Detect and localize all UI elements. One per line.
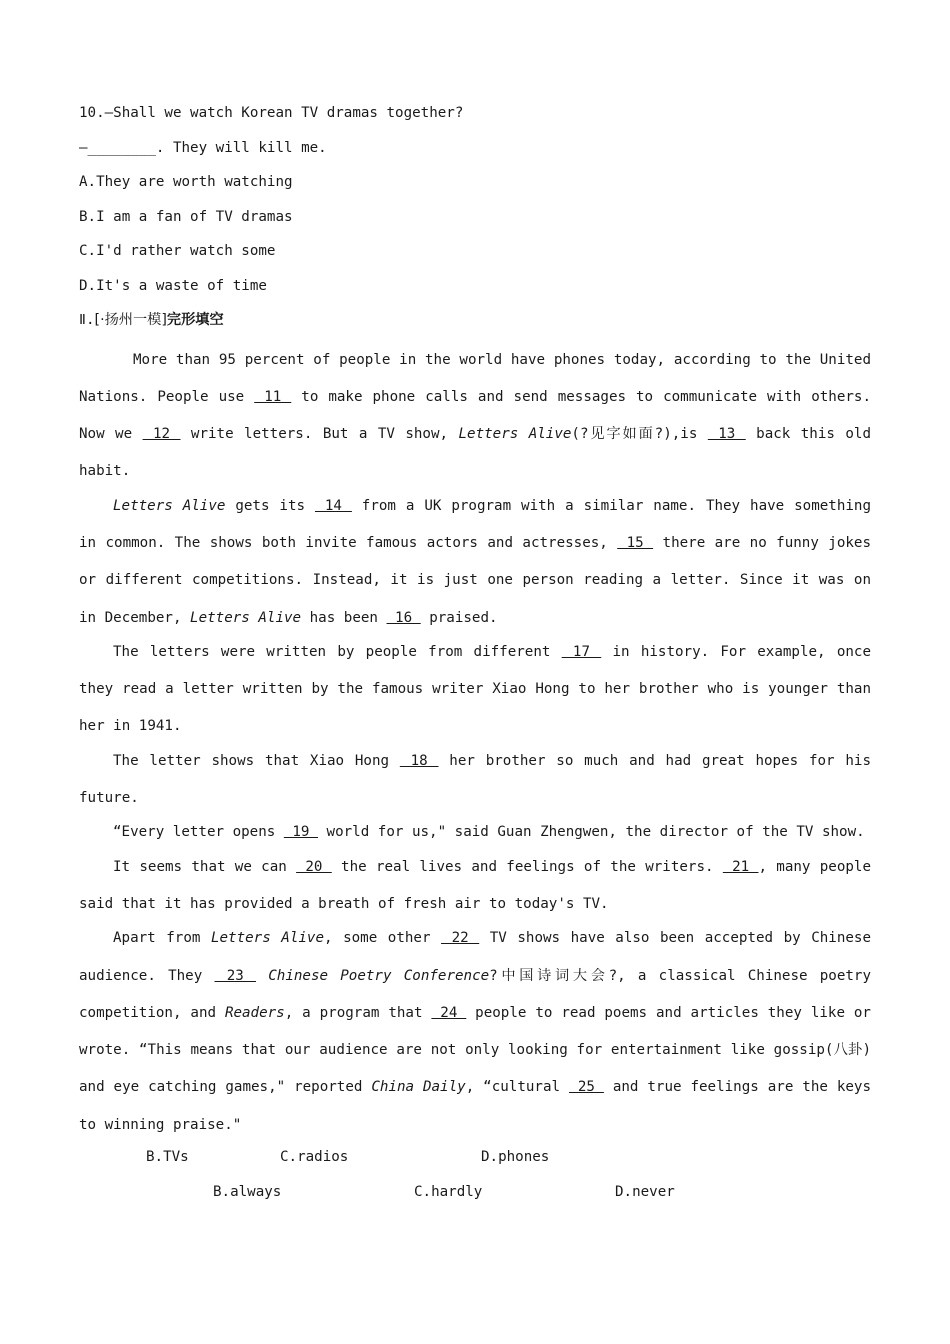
blank-15: 15 xyxy=(617,534,654,551)
option-c: C.hardly xyxy=(414,1183,483,1200)
blank-18: 18 xyxy=(399,752,439,769)
blank-20: 20 xyxy=(296,858,332,875)
show-title: Letters Alive xyxy=(458,426,572,443)
section-source: [·扬州一模] xyxy=(94,312,167,328)
blank-25: 25 xyxy=(568,1079,604,1096)
answer-options-row-2 xyxy=(79,1179,871,1214)
blank-11: 11 xyxy=(254,388,292,405)
show-title: Letters Alive xyxy=(210,930,324,947)
paragraph-1: More than 95 percent of people in the world have phones today, according to the United Nations. People use 11 to make phone calls and send messages to communicate with others. Now we 12 write letters. But a TV show, Letters Alive(?见字如面?),is 13 back this old habit. xyxy=(79,351,872,480)
blank-16: 16 xyxy=(386,609,421,626)
paragraph-3: The letters were written by people from different 17 in history. For example, once they read a letter written by the famous writer Xiao Hong to her brother who is younger than her in 1941. xyxy=(79,643,871,735)
section-title: 完形填空 xyxy=(166,312,224,328)
newspaper-title: China Daily xyxy=(371,1079,466,1096)
blank-13: 13 xyxy=(707,426,746,443)
option-d: D.never xyxy=(615,1183,675,1200)
paragraph-2: Letters Alive gets its 14 from a UK program with a similar name. They have something in common. The shows both invite famous actors and actresses, 15 there are no funny jokes or different competitions. Instead, it is just one person reading a letter. Since it was on in December, Letters Alive has been 16 praised. xyxy=(79,497,871,626)
show-title: Letters Alive xyxy=(113,497,226,514)
option-d: D.phones xyxy=(481,1149,550,1166)
section-heading xyxy=(79,307,871,342)
option-c: C.radios xyxy=(280,1149,349,1166)
answer-options-row-1 xyxy=(79,1144,871,1179)
paragraph-4: The letter shows that Xiao Hong 18 her brother so much and had great hopes for his future. xyxy=(79,752,871,807)
blank-22: 22 xyxy=(441,930,480,947)
option-d: D.It's a waste of time xyxy=(79,277,267,294)
show-title: Readers xyxy=(224,1004,285,1021)
option-c: C.I'd rather watch some xyxy=(79,243,276,259)
blank-24: 24 xyxy=(431,1004,467,1021)
blank-12: 12 xyxy=(142,426,181,443)
option-b: B.always xyxy=(213,1183,282,1200)
question-10: 10.—Shall we watch Korean TV dramas together? xyxy=(79,105,464,121)
section-number: Ⅱ. xyxy=(79,312,95,328)
show-title: Chinese Poetry Conference xyxy=(268,967,490,984)
dash: — xyxy=(79,139,88,156)
answer-text: . They will kill me. xyxy=(155,139,327,156)
option-b: B.TVs xyxy=(146,1149,189,1166)
blank-14: 14 xyxy=(314,497,352,514)
question-10-answer xyxy=(79,135,871,170)
blank-21: 21 xyxy=(722,858,759,875)
option-a: A.They are worth watching xyxy=(79,174,293,190)
answer-blank: ________ xyxy=(87,139,156,156)
worksheet-page xyxy=(79,100,871,1213)
blank-19: 19 xyxy=(283,824,319,841)
paragraph-7: Apart from Letters Alive, some other 22 TV shows have also been accepted by Chinese audience. They 23 Chinese Poetry Conference?中国诗词大会?, a classical Chinese poetry competition, and Readers, a program that 24 people to read poems and articles they like or wrote. “This means that our audience are not only looking for entertainment like gossip(八卦) and eye catching games," reported China Daily, “cultural 25 and true feelings are the keys to winning praise." xyxy=(79,930,872,1133)
paragraph-5: “Every letter opens 19 world for us," said Guan Zhengwen, the director of the TV show. xyxy=(113,824,865,841)
show-title: Letters Alive xyxy=(190,609,302,626)
blank-23: 23 xyxy=(214,967,257,984)
paragraph-6: It seems that we can 20 the real lives and feelings of the writers. 21 , many people said that it has provided a breath of fresh air to today's TV. xyxy=(79,858,871,912)
blank-17: 17 xyxy=(561,643,602,660)
option-b: B.I am a fan of TV dramas xyxy=(79,208,293,225)
